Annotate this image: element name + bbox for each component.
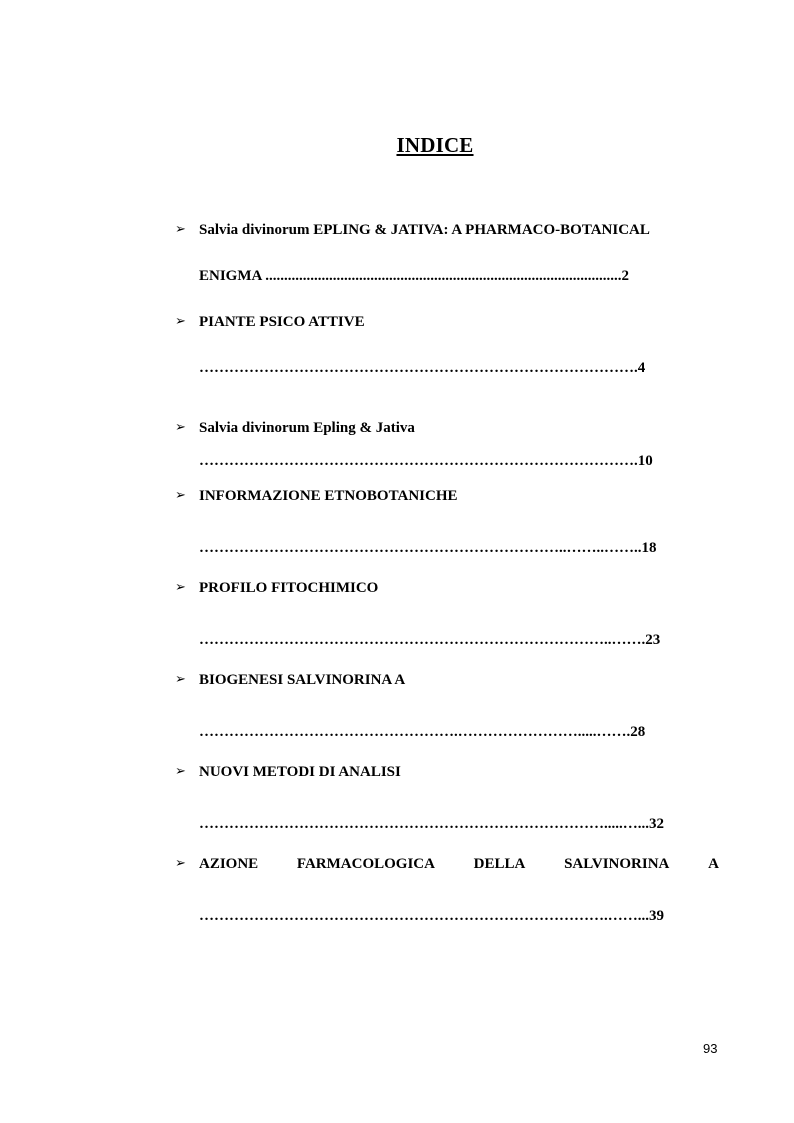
bullet-icon: ➢ — [175, 856, 186, 871]
toc-entry-page-ref: ENIGMA ...............................................................................................2 — [199, 268, 630, 284]
toc-entry-heading: Salvia divinorum Epling & Jativa — [199, 420, 415, 436]
bullet-icon: ➢ — [175, 420, 186, 435]
toc-entry-page-ref: ……………………………………………………………………….……...39 — [199, 908, 664, 924]
toc-entry-heading — [199, 855, 719, 873]
toc-entry-heading: PROFILO FITOCHIMICO — [199, 580, 379, 596]
heading-word: A — [708, 856, 719, 872]
bullet-icon: ➢ — [175, 488, 186, 503]
bullet-icon: ➢ — [175, 314, 186, 329]
bullet-icon: ➢ — [175, 580, 186, 595]
toc-entry-heading: BIOGENESI SALVINORINA A — [199, 672, 406, 688]
toc-entry-heading: Salvia divinorum EPLING & JATIVA: A PHARMACO-BOTANICAL — [199, 222, 650, 238]
toc-entry-heading: NUOVI METODI DI ANALISI — [199, 764, 401, 780]
toc-entry-page-ref: ……………………………………………………………………….....…...32 — [199, 816, 664, 832]
toc-entry-page-ref: …………………………………………………………………………….10 — [199, 453, 653, 469]
bullet-icon: ➢ — [175, 764, 186, 779]
heading-word: SALVINORINA — [564, 856, 670, 872]
bullet-icon: ➢ — [175, 672, 186, 687]
toc-entry-page-ref: ………………………………………………………………………..…….23 — [199, 632, 661, 648]
page-title: INDICE — [396, 133, 474, 157]
toc-entry-page-ref: …………………………………………………………………………….4 — [199, 360, 646, 376]
heading-word: AZIONE — [199, 856, 259, 872]
page-number: 93 — [703, 1041, 718, 1056]
heading-word: DELLA — [473, 856, 526, 872]
toc-entry-heading: PIANTE PSICO ATTIVE — [199, 314, 365, 330]
toc-entry-heading: INFORMAZIONE ETNOBOTANICHE — [199, 488, 458, 504]
bullet-icon: ➢ — [175, 222, 186, 237]
toc-entry-page-ref: …………………………………………….…………………….....…….28 — [199, 724, 646, 740]
toc-entry-page-ref: ………………………………………………………………..……..……..18 — [199, 540, 657, 556]
heading-word: FARMACOLOGICA — [296, 856, 435, 872]
